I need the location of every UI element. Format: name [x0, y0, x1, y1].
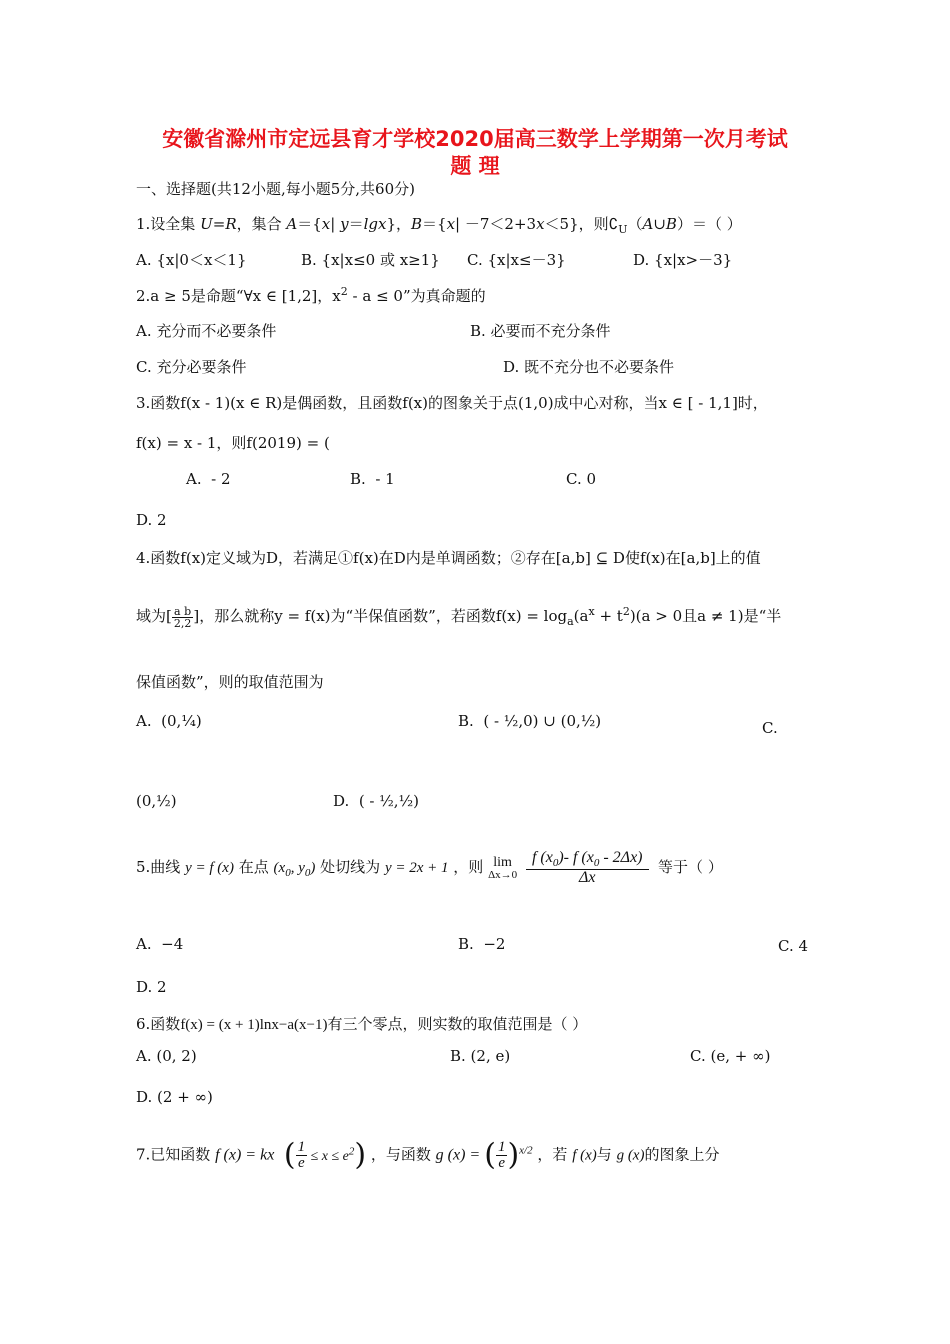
question-3-stem-line2: f(x) = x - 1，则f(2019) = ( — [136, 434, 330, 452]
question-3-option-a: A. - 2 — [186, 470, 231, 488]
question-4-option-d: D. ( - ½,½) — [333, 792, 419, 810]
document-title-line2: 题 理 — [450, 154, 500, 178]
question-6-option-d: D. (2 + ∞) — [136, 1088, 213, 1106]
q7-formula-gx: g (x) — [616, 1147, 645, 1164]
question-6-option-c: C. (e, + ∞) — [690, 1047, 771, 1065]
q5-limit-subscript: lim Δx→0 — [488, 854, 518, 881]
question-5-stem: 5.曲线 y = f (x) 在点 ($x_0$, $y_0$) 处切线为 y = 2x + 1 ，则 lim Δx→0 $\frac{f (x_0)- f (x_0 - 2\Delta x)}{\Delta x}$ 等于（ ） — [136, 849, 723, 887]
q5-formula-tangent: y = 2x + 1 — [384, 860, 449, 877]
question-2-stem: 2.a ≥ 5是命题“∀x ∈ [1,2]，$x^2 - a \le 0$”为真命题的 — [136, 285, 486, 305]
question-7-stem: 7.已知函数 f (x) = kx ( $\frac{1}{e}$ ≤ $x \le e^2$) ，与函数 g (x) = ( $\frac{1}{e}$ )$^{x/2}$ ，若 f (x)与 g (x)的图象上分 — [136, 1137, 720, 1173]
question-3-stem-line1: 3.函数f(x - 1)(x ∈ R)是偶函数，且函数f(x)的图象关于点(1,0)成中心对称，当x ∈ [ - 1,1]时， — [136, 394, 768, 412]
question-6-stem: 6.函数f(x) = (x + 1)lnx−a(x−1)有三个零点，则实数的取值范围是（ ） — [136, 1015, 588, 1033]
question-4-option-b: B. ( - ½,0) ∪ (0,½) — [458, 712, 602, 730]
q7-formula-f: f (x) = kx — [215, 1146, 275, 1164]
question-3-option-b: B. - 1 — [350, 470, 395, 488]
q7-formula-range: ≤ $x \le e^2$ — [307, 1144, 355, 1164]
document-title-line1: 安徽省滁州市定远县育才学校2020届高三数学上学期第一次月考试 — [162, 127, 788, 151]
question-2-option-b: B. 必要而不充分条件 — [470, 322, 611, 340]
question-5-option-c: C. 4 — [778, 937, 809, 955]
question-4-stem-line1: 4.函数f(x)定义域为D，若满足①f(x)在D内是单调函数；②存在[a,b] ⊆ D使f(x)在[a,b]上的值 — [136, 549, 761, 567]
q5-formula-y-fx: y = f (x) — [185, 860, 234, 877]
question-4-stem-line2: 域为[ $\frac{\text{a b}}{2,2}$ ]，那么就称y = f(x)为“半保值函数”，若函数$f(x) = \log_a(a^x + t^2)(a > 0$且a ≠ 1)是“半 — [136, 604, 782, 630]
question-3-option-d: D. 2 — [136, 511, 167, 529]
question-2-option-d: D. 既不充分也不必要条件 — [503, 358, 675, 376]
question-4-stem-line3: 保值函数”，则的取值范围为 — [136, 673, 324, 691]
question-2-option-a: A. 充分而不必要条件 — [136, 322, 277, 340]
q7-formula-g: g (x) = — [435, 1146, 485, 1164]
question-1-option-d: D. {x|x>－3} — [633, 251, 733, 269]
question-1-option-b: B. {x|x≤0 或 x≥1} — [301, 251, 440, 269]
question-6-option-a: A. (0, 2) — [136, 1047, 197, 1065]
section-heading: 一、选择题(共12小题,每小题5分,共60分) — [136, 180, 415, 198]
q7-frac-1-over-e: $\frac{1}{e}$ — [297, 1139, 306, 1171]
question-1-option-a: A. {x|0＜x＜1} — [136, 251, 247, 269]
q7-formula-fx: f (x) — [572, 1147, 597, 1164]
q5-formula-point: ($x_0$, $y_0$) — [273, 860, 316, 880]
question-4-option-a: A. (0,¹⁄₄) — [136, 712, 202, 730]
q7-formula-exponent: x/2 — [519, 1144, 533, 1157]
question-6-option-b: B. (2, e) — [450, 1047, 511, 1065]
question-2-option-c: C. 充分必要条件 — [136, 358, 247, 376]
question-4-option-c-value: (0,½) — [136, 792, 177, 810]
question-4-option-c-label: C. — [762, 719, 778, 737]
question-1-option-c: C. {x|x≤－3} — [467, 251, 566, 269]
q5-limit-fraction: $\frac{f (x_0)- f (x_0 - 2\Delta x)}{\Delta x}$ — [526, 850, 649, 886]
question-5-option-b: B. −2 — [458, 935, 506, 953]
q7-frac-1-over-e-g: $\frac{1}{e}$ — [497, 1139, 506, 1171]
question-1-stem: 1.设全集 U=R，集合 A＝{x| y＝lgx}，B＝{x| －7＜2+3x＜5}，则$∁_U(A\cup B)=$（ ） — [136, 215, 742, 236]
question-5-option-d: D. 2 — [136, 978, 167, 996]
question-3-option-c: C. 0 — [566, 470, 597, 488]
question-5-option-a: A. −4 — [136, 935, 184, 953]
